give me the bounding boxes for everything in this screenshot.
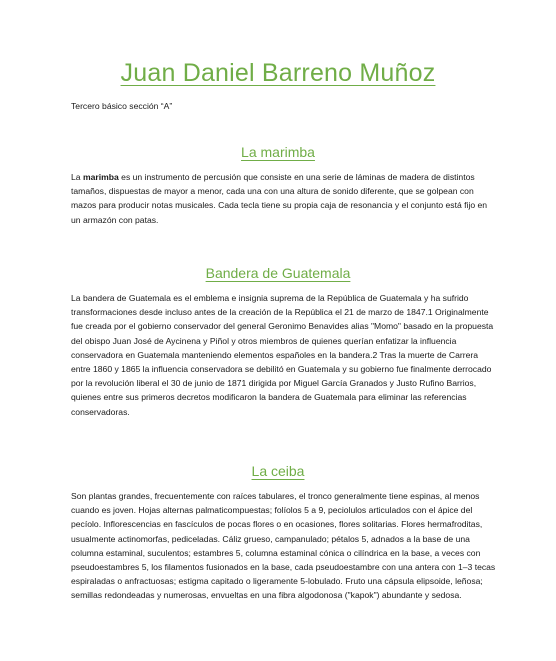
section-heading-ceiba: La ceiba [251,463,305,479]
marimba-text-rest: es un instrumento de percusión que consiste en una serie de láminas de madera de distintos tamaños, dispuestas de mayor a menor, cada una con una altura de sonido diferente, que se golpean con mazos para producir notas musicales. Cada tecla tiene su propia caja de resonancia y el conjunto está fijo en un armazón con patas. [71,172,488,225]
section-body-marimba [71,170,499,227]
marimba-text-lead: La [71,172,83,182]
section-body-ceiba: Son plantas grandes, frecuentemente con raíces tabulares, el tronco generalmente tiene espinas, al menos cuando es joven. Hojas alternas palmaticompuestas; folíolos 5 a 9, peciolulos articulados con el ápice del pecíolo. Inflorescencias en fascículos de pocas flores o en ocasiones, flores solitarias. Flores hermafroditas, usualmente actinomorfas, pediceladas. Cáliz grueso, campanulado; pétalos 5, adnados a la base de una columna estaminal, suculentos; estambres 5, columna estaminal cónica o cilíndrica en la base, a veces con pseudoestambres 5, los filamentos fusionados en la base, cada pseudoestambre con una antera con 1–3 tecas espiraladas o anfractuosas; estigma capitado o ligeramente 5-lobulado. Fruto una cápsula elipsoide, leñosa; semillas redondeadas y numerosas, envueltas en una fibra algodonosa ("kapok") abundante y sedosa. [71,491,496,601]
section-heading-bandera: Bandera de Guatemala [205,265,351,281]
document-title: Juan Daniel Barreno Muñoz [120,59,436,87]
section-body-bandera: La bandera de Guatemala es el emblema e insignia suprema de la República de Guatemala y ha sufrido transformaciones desde incluso antes de la creación de la República el 21 de marzo de 1847.1 Originalmente fue creada por el gobierno conservador del general Geronimo Benavides alias "Momo" basado en la propuesta del obispo Juan José de Aycinena y Piñol y otros miembros de quienes querían enfatizar la influencia conservadora en Guatemala manteniendo elementos españoles en la bandera.2 Tras la muerte de Carrera entre 1860 y 1865 la influencia conservadora se debilitó en Guatemala y su gobierno fue finalmente derrocado por la revolución liberal el 30 de junio de 1871 dirigida por Miguel García Granados y Justo Rufino Barrios, quienes entre sus primeros decretos modificaron la bandera de Guatemala para eliminar las referencias conservadoras. [71,293,494,417]
document-subtitle: Tercero básico sección “A” [71,101,173,111]
marimba-bold-term: marimba [82,172,119,182]
section-heading-marimba: La marimba [241,144,315,160]
